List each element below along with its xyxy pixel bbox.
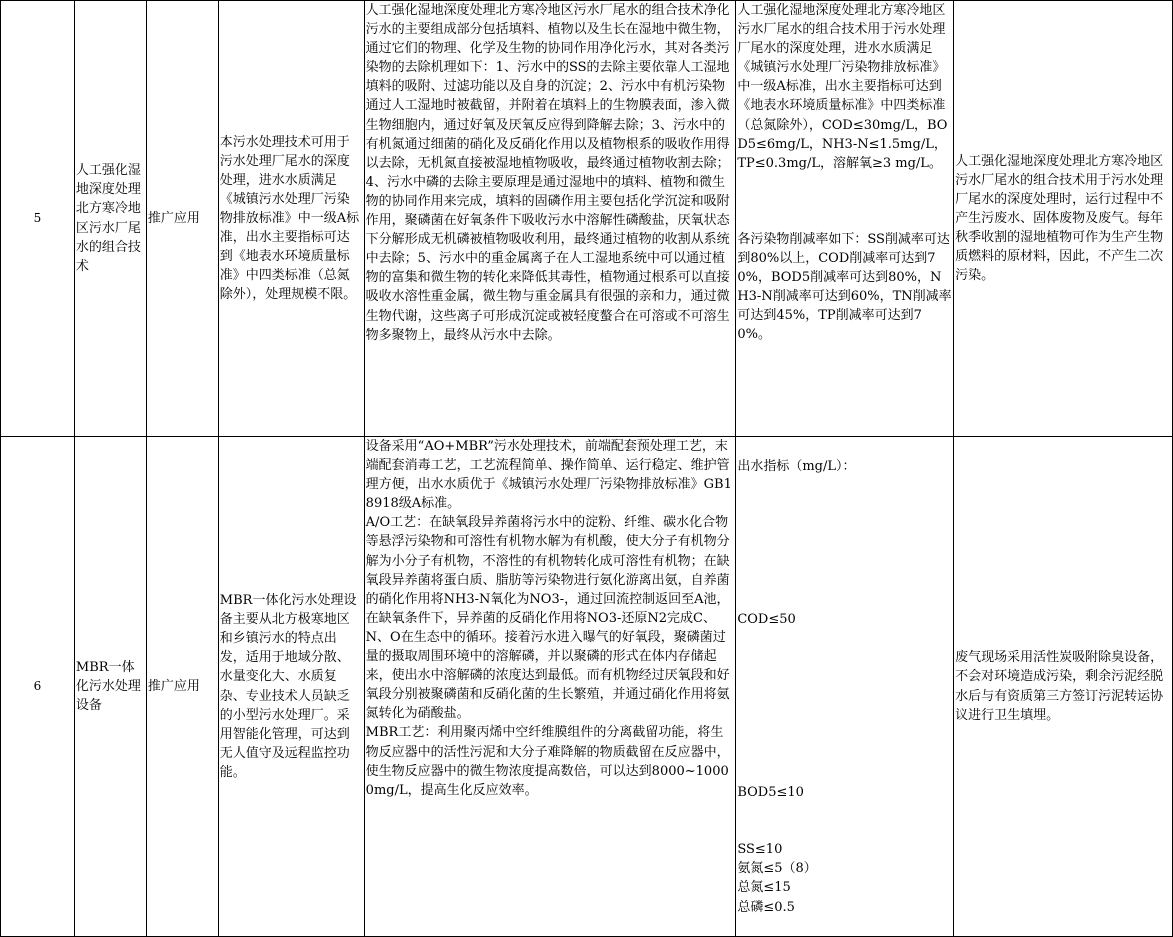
spacer <box>737 629 952 783</box>
table-row <box>1 1 1173 437</box>
reduction-rate-text: 各污染物削减率如下：SS削减率可达到80%以上，COD削减率可达到70%，BOD5削减率可达到80%，NH3-N削减率可达到60%，TN削减率可达到45%，TP削减率可达到70%。 <box>737 231 952 343</box>
spacer <box>737 802 952 840</box>
indicator-total-phosphorus: 总磷≤0.5 <box>737 899 795 915</box>
indicator-total-nitrogen: 总氮≤15 <box>737 880 791 896</box>
indicator-cod: COD≤50 <box>737 612 796 628</box>
indicator-ammonia: 氨氮≤5（8） <box>737 861 817 877</box>
indicator-bod: BOD5≤10 <box>737 785 804 801</box>
application-type: 推广应用 <box>146 1 218 437</box>
technology-name: 人工强化湿地深度处理北方寒冷地区污水厂尾水的组合技术 <box>74 1 146 437</box>
indicator-ss: SS≤10 <box>737 842 783 858</box>
indicator-heading: 出水指标（mg/L）： <box>737 459 856 474</box>
technology-name: MBR一体化污水处理设备 <box>74 437 146 937</box>
application-type: 推广应用 <box>146 437 218 937</box>
row-number: 5 <box>1 1 75 437</box>
performance-indicators <box>736 437 954 937</box>
spacer <box>737 437 952 457</box>
indicator-text: 人工强化湿地深度处理北方寒冷地区污水厂尾水的组合技术用于污水处理厂尾水的深度处理，进水水质满足《城镇污水处理厂污染物排放标准》中一级A标准，出水主要指标可达到《地表水环境质量标准》中四类标准（总氮除外），COD≤30mg/L，BOD5≤6mg/L，NH3-N≤1.5mg/L，TP≤0.3mg/L，溶解氧≥3 mg/L。 <box>737 3 948 171</box>
applicable-scope: 本污水处理技术可用于污水处理厂尾水的深度处理，进水水质满足《城镇污水处理厂污染物排放标准》中一级A标准，出水主要指标可达到《地表水环境质量标准》中四类标准（总氮除外），处理规模不限。 <box>218 1 364 437</box>
applicable-scope: MBR一体化污水处理设备主要从北方极寒地区和乡镇污水的特点出发，适用于地域分散、水量变化大、水质复杂、专业技术人员缺乏的小型污水处理厂。采用智能化管理，可达到无人值守及远程监控功能。 <box>218 437 364 937</box>
principle-text: 设备采用“AO+MBR”污水处理技术，前端配套预处理工艺，末端配套消毒工艺，工艺流程简单、操作简单、运行稳定、维护管理方便，出水水质优于《城镇污水处理厂污染物排放标准》GB18918级A标准。 A/O工艺：在缺氧段异养菌将污水中的淀粉、纤维、碳水化合物等悬浮污染物和可溶性有机物水解为有机酸，使大分子有机物分解为小分子有机物，不溶性的有机物转化成可溶性有机物；在缺氧段异养菌将蛋白质、脂肪等污染物进行氨化游离出氨，自养菌的硝化作用将NH3-N氧化为NO3-，通过回流控制返回至A池，在缺氧条件下，异养菌的反硝化作用将NO3-还原N2完成C、N、O在生态中的循环。接着污水进入曝气的好氧段，聚磷菌过量的摄取周围环境中的溶解磷，并以聚磷的形式在体内存储起来，使出水中溶解磷的浓度达到最低。而有机物经过厌氧段和好氧段分别被聚磷菌和反硝化菌的生长繁殖，并通过硝化作用将氨氮转化为硝酸盐。 MBR工艺：利用聚丙烯中空纤维膜组件的分离截留功能，将生物反应器中的活性污泥和大分子难降解的物质截留在反应器中，使生物反应器中的微生物浓度提高数倍，可以达到8000~10000mg/L，提高生化反应效率。 <box>365 439 732 798</box>
performance-indicators <box>736 1 954 437</box>
secondary-pollution: 废气现场采用活性炭吸附除臭设备，不会对环境造成污染，剩余污泥经脱水后与有资质第三方签订污泥转运协议进行卫生填埋。 <box>954 437 1173 937</box>
row-number: 6 <box>1 437 75 937</box>
technical-principle <box>364 437 736 937</box>
secondary-pollution: 人工强化湿地深度处理北方寒冷地区污水厂尾水的组合技术用于污水处理厂尾水的深度处理时，运行过程中不产生污废水、固体废物及废气。每年秋季收割的湿地植物可作为生产生物质燃料的原材料，因此，不产生二次污染。 <box>954 1 1173 437</box>
technical-principle: 人工强化湿地深度处理北方寒冷地区污水厂尾水的组合技术净化污水的主要组成部分包括填料、植物以及生长在湿地中微生物，通过它们的物理、化学及生物的协同作用净化污水，其对各类污染物的去除机理如下：1、污水中的SS的去除主要依靠人工湿地填料的吸附、过滤功能以及自身的沉淀；2、污水中有机污染物通过人工湿地时被截留，并附着在填料上的生物膜表面，渗入微生物细胞内，通过好氧及厌氧反应得到降解去除；3、污水中的有机氮通过细菌的硝化及反硝化作用以及植物根系的吸收作用得以去除，无机氮直接被湿地植物吸收，最终通过植物收割去除；4、污水中磷的去除主要原理是通过湿地中的填料、植物和微生物的协同作用来完成，填料的固磷作用主要包括化学沉淀和吸附作用，聚磷菌在好氧条件下吸收污水中溶解性磷酸盐，厌氧状态下分解形成无机磷被植物吸收利用，最终通过植物的收割从系统中去除；5、污水中的重金属离子在人工湿地系统中可以通过植物的富集和微生物的转化来降低其毒性，植物通过根系可以直接吸收水溶性重金属，微生物与重金属具有很强的亲和力，通过微生物代谢，这些离子可形成沉淀或被轻度螯合在可溶或不可溶生物多聚物上，最终从污水中去除。 <box>364 1 736 437</box>
table-row <box>1 437 1173 937</box>
spacer <box>737 476 952 610</box>
spacer <box>737 173 952 230</box>
